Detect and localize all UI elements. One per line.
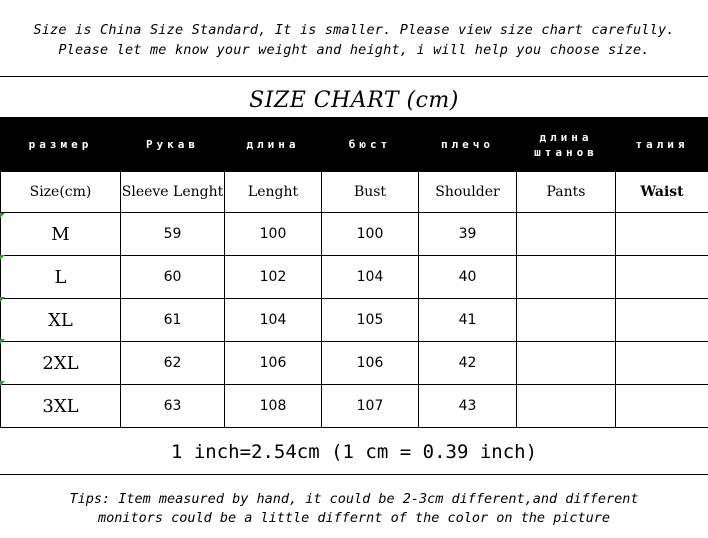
table-row xyxy=(1,213,708,256)
unit-conversion: 1 inch=2.54cm (1 cm = 0.39 inch) xyxy=(0,431,708,475)
waist-cell xyxy=(616,213,708,256)
size-notice-line-2: Please let me know your weight and height, i will help you choose size. xyxy=(58,42,650,58)
header-en-length: Lenght xyxy=(225,172,322,213)
header-ru-bust: бюст xyxy=(322,118,419,172)
pants-cell xyxy=(517,256,616,299)
length-cell: 104 xyxy=(225,299,322,342)
waist-cell xyxy=(616,256,708,299)
size-cell: 2XL xyxy=(1,342,121,385)
shoulder-cell: 41 xyxy=(419,299,517,342)
sleeve-cell: 59 xyxy=(121,213,225,256)
corner-mark xyxy=(0,381,5,386)
corner-mark xyxy=(0,339,5,344)
waist-cell xyxy=(616,299,708,342)
bust-cell: 106 xyxy=(322,342,419,385)
size-notice-line-1: Size is China Size Standard, It is smaller. Please view size chart carefully. xyxy=(33,22,675,38)
pants-cell xyxy=(517,213,616,256)
bust-cell: 105 xyxy=(322,299,419,342)
length-cell: 108 xyxy=(225,385,322,428)
pants-cell xyxy=(517,299,616,342)
sleeve-cell: 62 xyxy=(121,342,225,385)
sleeve-cell: 61 xyxy=(121,299,225,342)
shoulder-cell: 43 xyxy=(419,385,517,428)
header-en-size: Size(cm) xyxy=(1,172,121,213)
tips-line-1: Tips: Item measured by hand, it could be 2-3cm different,and different xyxy=(69,491,639,507)
corner-mark xyxy=(0,213,5,218)
sleeve-cell: 63 xyxy=(121,385,225,428)
shoulder-cell: 40 xyxy=(419,256,517,299)
waist-cell xyxy=(616,342,708,385)
header-ru-size: размер xyxy=(1,118,121,172)
bust-cell: 100 xyxy=(322,213,419,256)
header-ru-pants: длина штанов xyxy=(517,118,616,172)
pants-cell xyxy=(517,385,616,428)
table-row xyxy=(1,385,708,428)
shoulder-cell: 39 xyxy=(419,213,517,256)
header-en-waist: Waist xyxy=(616,172,708,213)
table-row xyxy=(1,299,708,342)
length-cell: 106 xyxy=(225,342,322,385)
pants-cell xyxy=(517,342,616,385)
length-cell: 102 xyxy=(225,256,322,299)
header-ru-shoulder: плечо xyxy=(419,118,517,172)
size-cell: 3XL xyxy=(1,385,121,428)
tips-note xyxy=(0,490,708,528)
header-en-bust: Bust xyxy=(322,172,419,213)
size-cell: XL xyxy=(1,299,121,342)
waist-cell xyxy=(616,385,708,428)
header-row-english xyxy=(1,172,708,213)
size-cell: M xyxy=(1,213,121,256)
size-table xyxy=(0,117,708,428)
header-ru-length: длина xyxy=(225,118,322,172)
header-en-shoulder: Shoulder xyxy=(419,172,517,213)
sleeve-cell: 60 xyxy=(121,256,225,299)
header-ru-sleeve: Рукав xyxy=(121,118,225,172)
size-notice xyxy=(0,0,708,77)
corner-mark xyxy=(0,297,5,302)
table-row xyxy=(1,342,708,385)
header-ru-waist: талия xyxy=(616,118,708,172)
shoulder-cell: 42 xyxy=(419,342,517,385)
header-en-sleeve: Sleeve Lenght xyxy=(121,172,225,213)
size-cell: L xyxy=(1,256,121,299)
bust-cell: 107 xyxy=(322,385,419,428)
length-cell: 100 xyxy=(225,213,322,256)
header-row-russian xyxy=(1,118,708,172)
header-en-pants: Pants xyxy=(517,172,616,213)
bust-cell: 104 xyxy=(322,256,419,299)
chart-title: SIZE CHART (cm) xyxy=(249,88,459,113)
corner-mark xyxy=(0,255,5,260)
table-row xyxy=(1,256,708,299)
tips-line-2: monitors could be a little differnt of the color on the picture xyxy=(97,510,611,526)
